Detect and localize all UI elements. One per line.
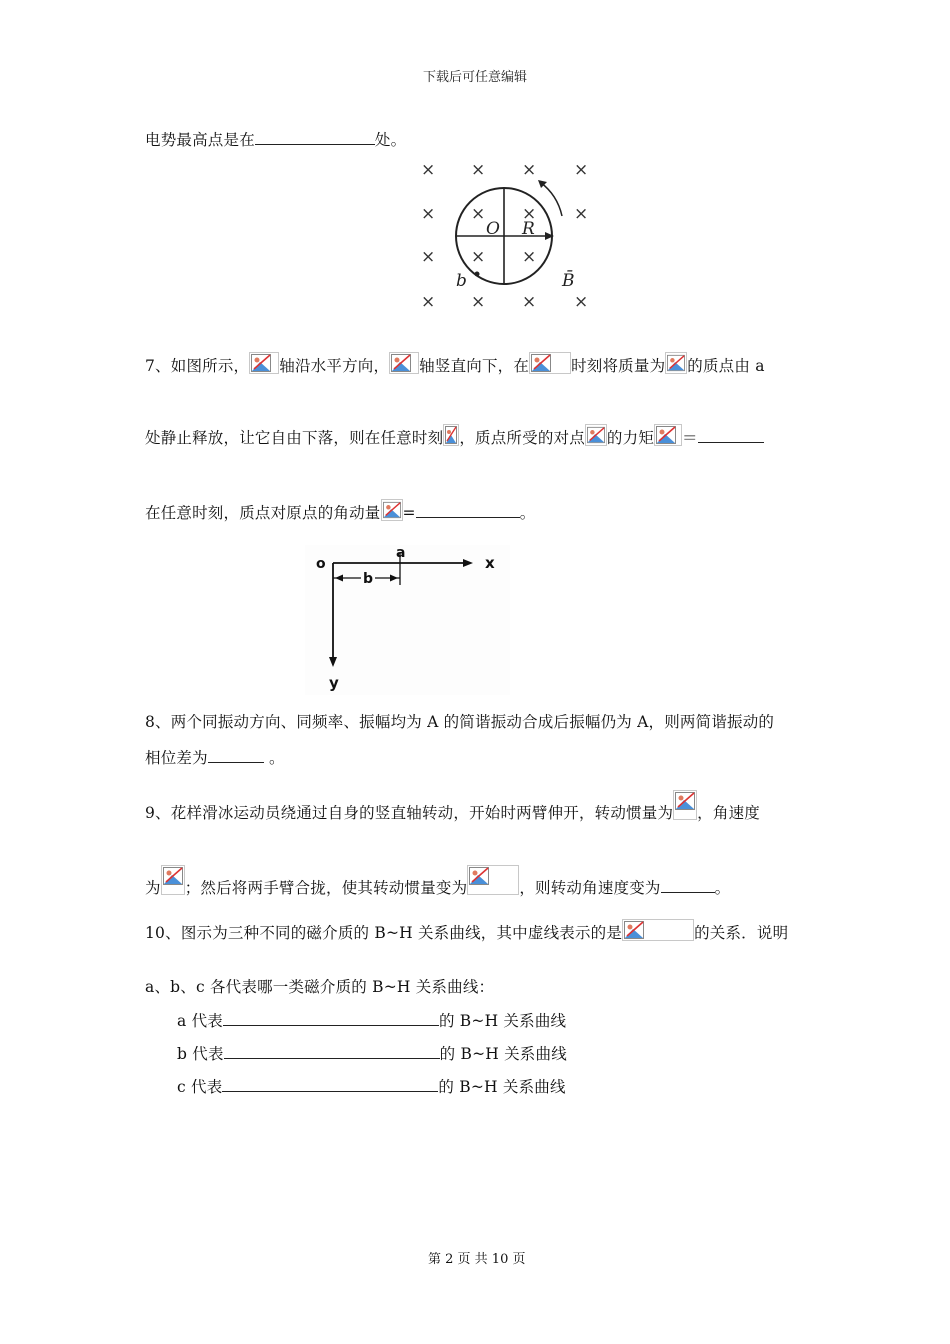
answer-blank[interactable]: [416, 503, 520, 518]
field-cross: ×: [522, 292, 537, 312]
label-O: O: [486, 219, 500, 239]
broken-image-icon: [585, 424, 607, 446]
q8-line-2: [145, 746, 285, 768]
q10-text-1b: 的关系．说明: [694, 924, 789, 942]
field-cross: ×: [522, 204, 537, 224]
q7-text-10: 在任意时刻，质点对原点的角动量: [145, 504, 381, 522]
field-cross: ×: [421, 292, 436, 312]
q10-item-prefix: b 代表: [177, 1045, 224, 1063]
q7-text-7: ，质点所受的对点: [459, 429, 585, 447]
label-R: R: [522, 219, 535, 239]
answer-blank[interactable]: [222, 1077, 438, 1092]
q7-text-9: ＝: [682, 429, 698, 447]
q9-text-2a: 为: [145, 879, 161, 897]
q10-item-prefix: c 代表: [177, 1078, 223, 1096]
q9-text-1b: ，角速度: [697, 804, 760, 822]
broken-image-icon: [249, 352, 279, 374]
rotation-arrow: [540, 182, 562, 216]
field-cross: ×: [522, 247, 537, 267]
q7-line-2: [145, 424, 764, 448]
field-cross: ×: [421, 204, 436, 224]
q7-text-1: 7、如图所示，: [145, 357, 250, 375]
broken-image-icon: [654, 424, 682, 446]
field-cross: ×: [471, 247, 486, 267]
q7-line-3: [145, 499, 535, 523]
q6-tail-after: 处。: [374, 131, 407, 149]
q7-text-4: 时刻将质量为: [571, 357, 666, 375]
q6-tail-before: 电势最高点是在: [145, 131, 255, 149]
label-a: a: [396, 545, 406, 561]
q10-item-a: [177, 1009, 566, 1031]
q10-line-1: [145, 919, 788, 943]
q7-text-11: =: [402, 504, 416, 522]
broken-image-icon: [665, 352, 687, 374]
field-cross: ×: [471, 292, 486, 312]
q10-item-c: [177, 1075, 566, 1097]
answer-blank[interactable]: [224, 1044, 440, 1059]
broken-image-icon: [381, 499, 403, 521]
answer-blank[interactable]: [208, 748, 264, 763]
q10-text-1a: 10、图示为三种不同的磁介质的 B~H 关系曲线，其中虚线表示的是: [145, 924, 623, 942]
label-B: B̄: [562, 271, 575, 291]
q10-line-2: a、b、c 各代表哪一类磁介质的 B~H 关系曲线：: [145, 978, 495, 996]
label-x: x: [485, 554, 495, 572]
q7-text-2: 轴沿水平方向，: [279, 357, 390, 375]
q7-axes-figure: [305, 545, 510, 695]
q7-line-1: [145, 352, 765, 376]
page-header: 下载后可任意编辑: [423, 70, 528, 85]
field-cross: ×: [471, 160, 486, 180]
broken-image-icon: [389, 352, 419, 374]
answer-blank[interactable]: [223, 1011, 439, 1026]
answer-blank[interactable]: [661, 878, 715, 893]
broken-image-icon: [467, 865, 519, 895]
broken-image-icon: [673, 790, 697, 820]
broken-image-icon: [529, 352, 571, 374]
field-cross: ×: [421, 247, 436, 267]
field-cross: ×: [574, 292, 589, 312]
q9-text-2d: 。: [714, 879, 731, 897]
q6-magnetic-field-figure: [410, 150, 600, 315]
broken-image-icon: [443, 424, 459, 446]
q7-text-12: 。: [519, 504, 536, 522]
label-b: b: [363, 571, 374, 587]
field-cross: ×: [574, 204, 589, 224]
point-b-marker: [475, 272, 480, 277]
q7-text-5: 的质点由 a: [687, 357, 765, 375]
label-o: o: [316, 556, 326, 572]
answer-blank[interactable]: [255, 130, 375, 145]
q9-line-2: [145, 865, 730, 898]
label-y: y: [329, 674, 339, 692]
label-b: b: [456, 271, 467, 291]
field-cross: ×: [421, 160, 436, 180]
q8-text-2a: 相位差为: [145, 749, 208, 767]
answer-blank[interactable]: [698, 428, 764, 443]
q9-text-1a: 9、花样滑冰运动员绕通过自身的竖直轴转动，开始时两臂伸开，转动惯量为: [145, 804, 674, 822]
q8-line-1: 8、两个同振动方向、同频率、振幅均为 A 的简谐振动合成后振幅仍为 A，则两简谐振动的: [145, 713, 775, 731]
broken-image-icon: [161, 865, 185, 895]
page-footer: 第 2 页 共 10 页: [428, 1252, 526, 1267]
q7-text-6: 处静止释放，让它自由下落，则在任意时刻: [145, 429, 444, 447]
broken-image-icon: [622, 919, 694, 941]
q8-text-2b: 。: [263, 749, 285, 767]
q10-item-suffix: 的 B~H 关系曲线: [438, 1012, 567, 1030]
field-cross: ×: [574, 160, 589, 180]
q7-text-8: 的力矩: [606, 429, 655, 447]
field-cross: ×: [471, 204, 486, 224]
q9-text-2b: ；然后将两手臂合拢，使其转动惯量变为: [184, 879, 468, 897]
q9-line-1: [145, 790, 760, 823]
q10-item-suffix: 的 B~H 关系曲线: [439, 1045, 567, 1063]
q10-item-b: [177, 1042, 567, 1064]
q7-text-3: 轴竖直向下，在: [419, 357, 530, 375]
field-cross: ×: [522, 160, 537, 180]
q10-item-suffix: 的 B~H 关系曲线: [438, 1078, 566, 1096]
q6-tail-line: [145, 128, 406, 150]
q9-text-2c: ，则转动角速度变为: [519, 879, 661, 897]
q10-item-prefix: a 代表: [177, 1012, 223, 1030]
